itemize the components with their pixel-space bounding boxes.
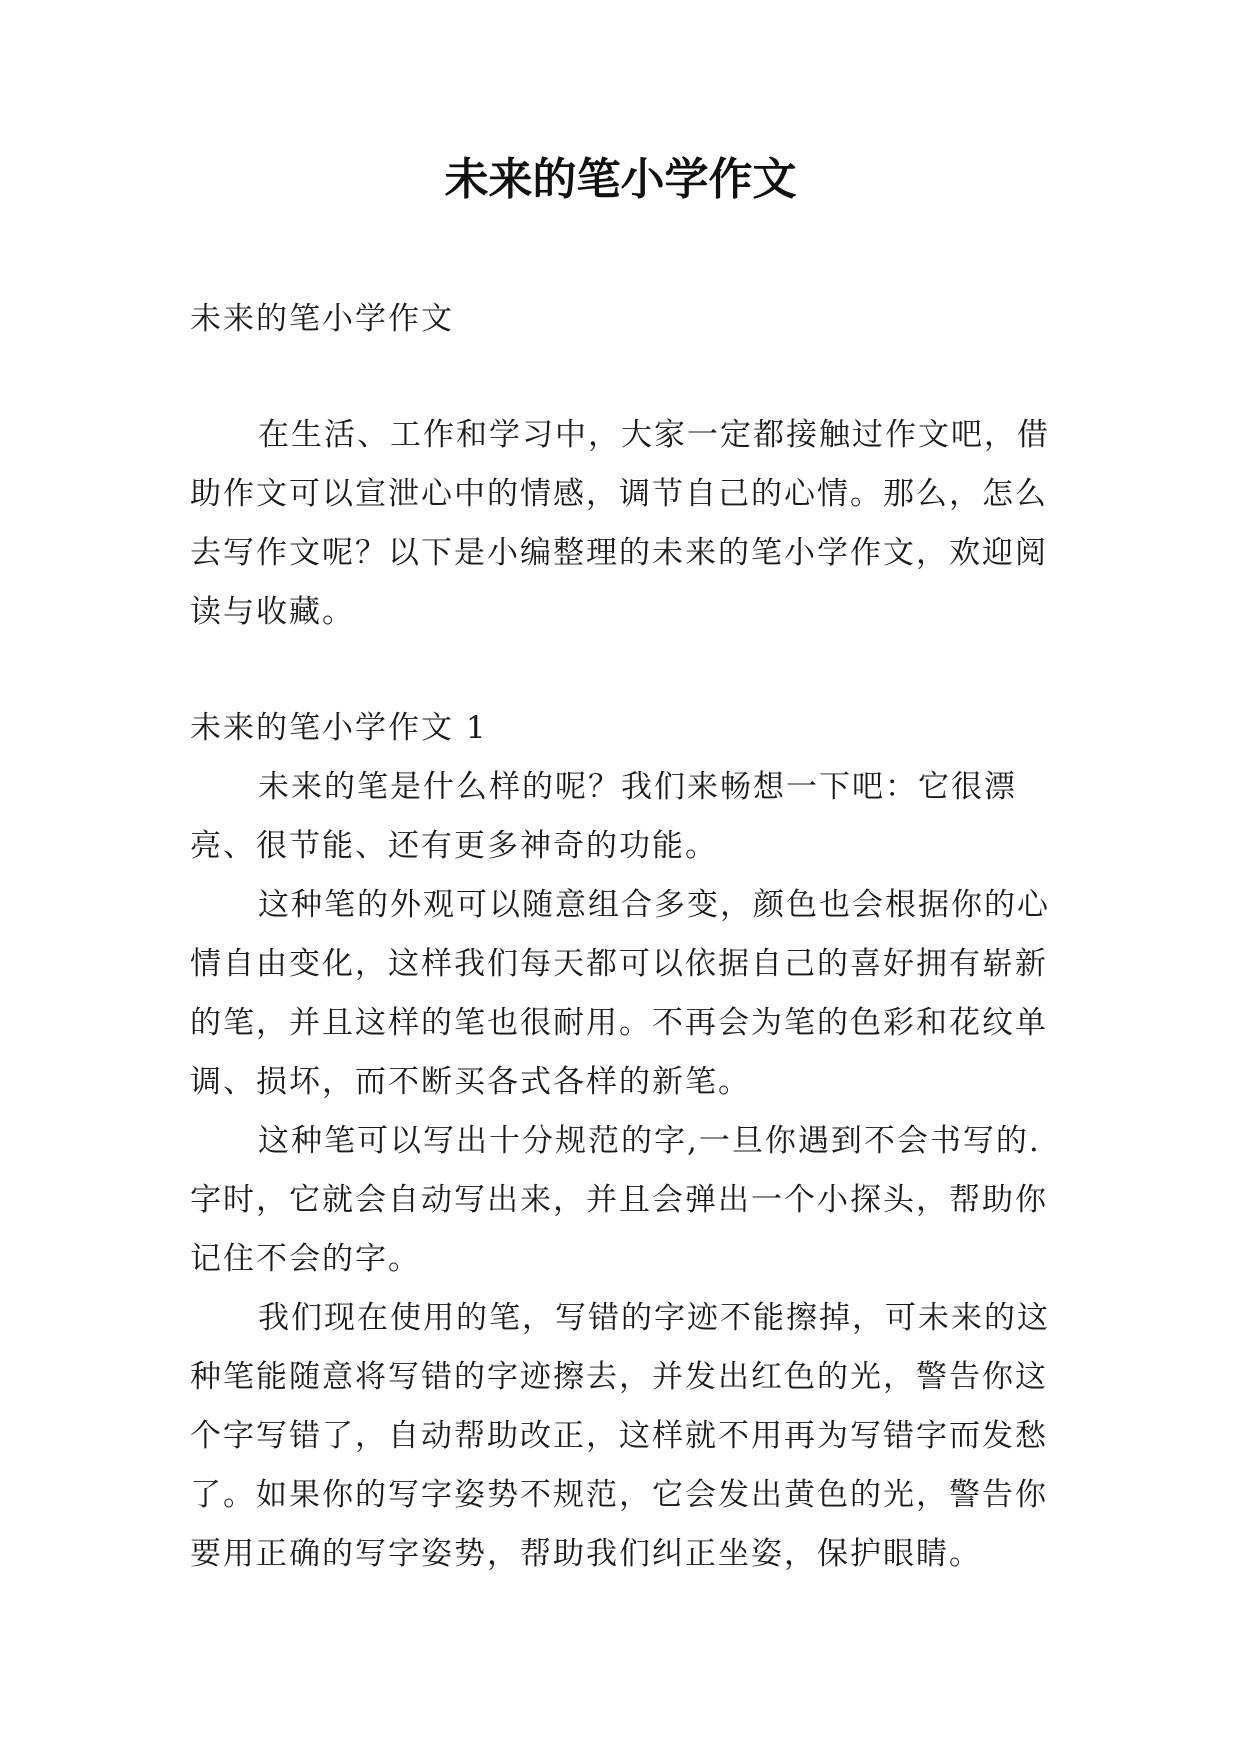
intro-paragraph: 在生活、工作和学习中，大家一定都接触过作文吧，借助作文可以宣泄心中的情感，调节自己的心情。那么，怎么去写作文呢？以下是小编整理的未来的笔小学作文，欢迎阅读与收藏。: [190, 417, 1050, 630]
spacer: [190, 642, 1060, 699]
body-paragraph: 这种笔的外观可以随意组合多变，颜色也会根据你的心情自由变化，这样我们每天都可以依据自己的喜好拥有崭新的笔，并且这样的笔也很耐用。不再会为笔的色彩和花纹单调、损坏，而不断买各式各样的新笔。: [190, 887, 1050, 1100]
body-paragraph: 我们现在使用的笔，写错的字迹不能擦掉，可未来的这种笔能随意将写错的字迹擦去，并发出红色的光，警告你这个字写错了，自动帮助改正，这样就不用再为写错字而发愁了。如果你的写字姿势不规范，它会发出黄色的光，警告你要用正确的写字姿势，帮助我们纠正坐姿，保护眼睛。: [190, 1300, 1050, 1572]
spacer: [190, 349, 1060, 406]
body-paragraph: 未来的笔是什么样的呢？我们来畅想一下吧：它很漂亮、很节能、还有更多神奇的功能。: [190, 769, 1017, 864]
document-subtitle: 未来的笔小学作文: [190, 301, 454, 337]
document-title: 未来的笔小学作文: [444, 154, 797, 205]
document-body: [190, 290, 1060, 1584]
section-heading: 未来的笔小学作文 1: [190, 710, 488, 746]
body-paragraph: 这种笔可以写出十分规范的字,一旦你遇到不会书写的.字时，它就会自动写出来，并且会弹出一个小探头，帮助你记住不会的字。: [190, 1123, 1048, 1277]
